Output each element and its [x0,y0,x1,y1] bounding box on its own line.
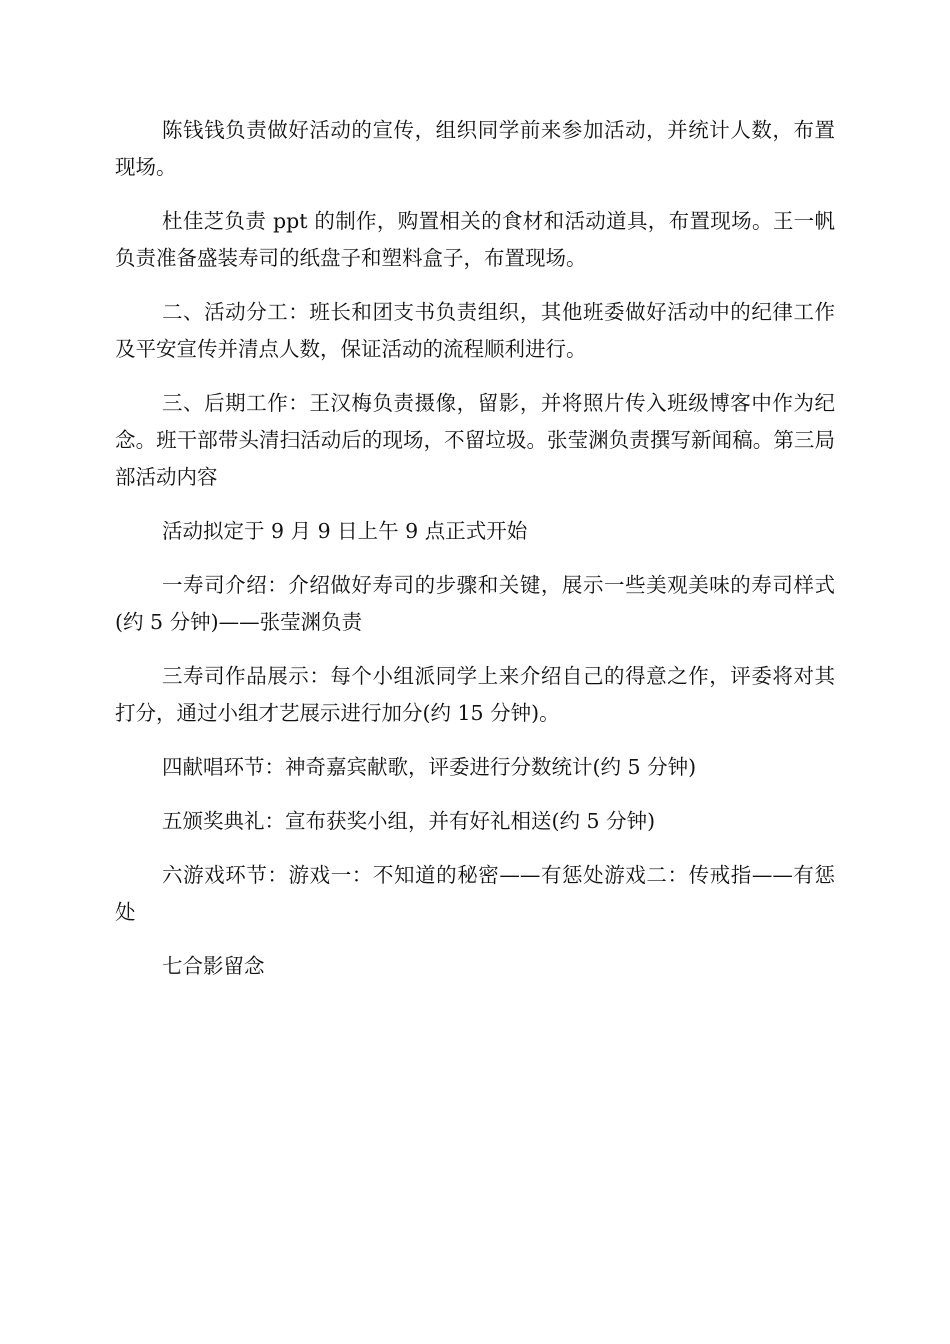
paragraph-division-of-labor: 二、活动分工：班长和团支书负责组织，其他班委做好活动中的纪律工作及平安宣传并清点人数，保证活动的流程顺利进行。 [115,300,835,361]
paragraph-sushi-intro: 一寿司介绍：介绍做好寿司的步骤和关键，展示一些美观美味的寿司样式(约 5 分钟)——张莹渊负责 [115,573,835,634]
paragraph-publicity: 陈钱钱负责做好活动的宣传，组织同学前来参加活动，并统计人数，布置现场。 [115,118,835,179]
paragraph-singing: 四献唱环节：神奇嘉宾献歌，评委进行分数统计(约 5 分钟) [162,755,697,779]
paragraph-start-time: 活动拟定于 9 月 9 日上午 9 点正式开始 [162,519,528,543]
paragraph-games: 六游戏环节：游戏一：不知道的秘密——有惩处游戏二：传戒指——有惩处 [115,863,835,924]
paragraph-materials: 杜佳芝负责 ppt 的制作，购置相关的食材和活动道具，布置现场。王一帆负责准备盛装寿司的纸盘子和塑料盒子，布置现场。 [115,209,835,270]
paragraph-group-photo: 七合影留念 [162,954,265,978]
document-page [115,112,835,1002]
paragraph-awards: 五颁奖典礼：宣布获奖小组，并有好礼相送(约 5 分钟) [162,809,656,833]
paragraph-follow-up-work: 三、后期工作：王汉梅负责摄像，留影，并将照片传入班级博客中作为纪念。班干部带头清扫活动后的现场，不留垃圾。张莹渊负责撰写新闻稿。第三局部活动内容 [115,391,835,489]
paragraph-sushi-showcase: 三寿司作品展示：每个小组派同学上来介绍自己的得意之作，评委将对其打分，通过小组才艺展示进行加分(约 15 分钟)。 [115,664,835,725]
